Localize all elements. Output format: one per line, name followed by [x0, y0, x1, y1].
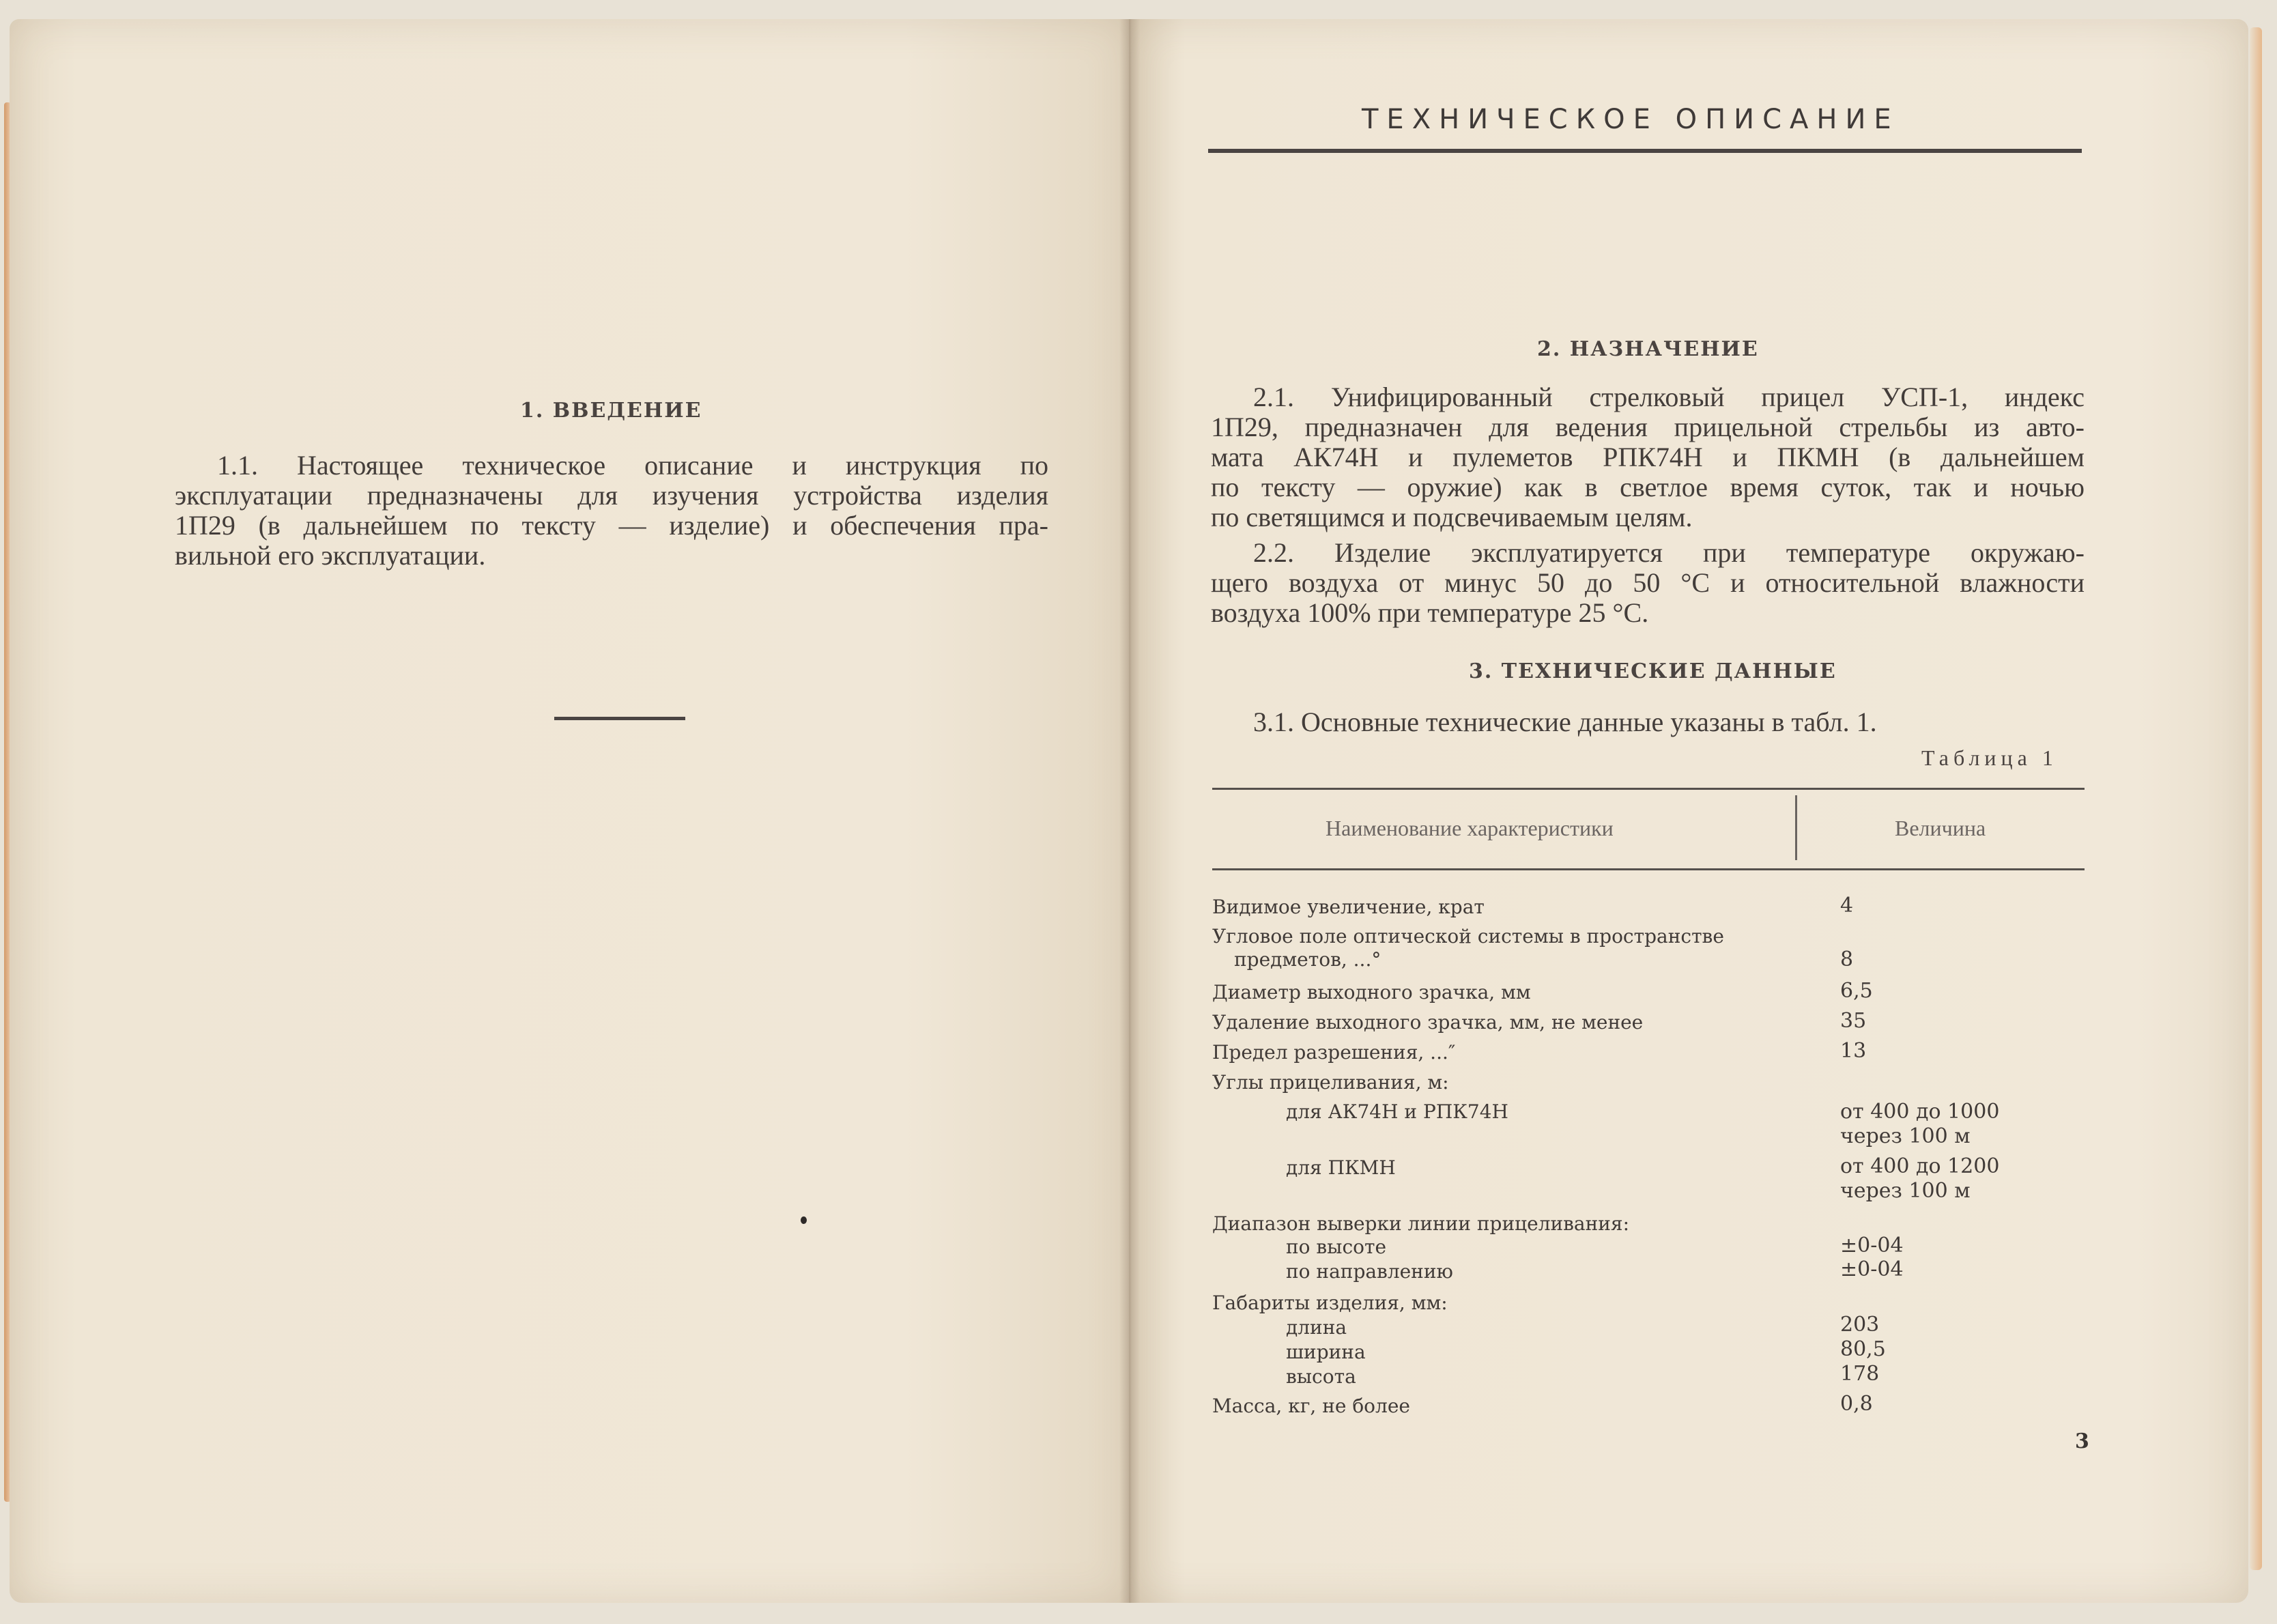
table-row-name: Видимое увеличение, крат — [1212, 896, 1485, 918]
table-row-name-continuation: предметов, ...° — [1234, 948, 1381, 971]
paragraph-line: 1П29, предназначен для ведения прицельной стрельбы из авто- — [1211, 412, 2085, 442]
table-row-value: ±0-04 — [1840, 1257, 1904, 1281]
section-title-introduction: 1. ВВЕДЕНИЕ — [520, 399, 702, 423]
table-row-name: для АК74Н и РПК74Н — [1286, 1100, 1508, 1123]
table-row-value: от 400 до 1200 — [1840, 1154, 2000, 1178]
cover-edge-right — [2250, 27, 2262, 1570]
table-row-value: от 400 до 1000 — [1840, 1100, 2000, 1124]
paragraph-2-1 — [1211, 382, 2085, 532]
running-head-rule — [1208, 149, 2082, 153]
spine-gutter — [1119, 19, 1140, 1603]
running-head: ТЕХНИЧЕСКОЕ ОПИСАНИЕ — [1362, 104, 1900, 135]
table-caption: Таблица 1 — [1921, 745, 2058, 770]
table-row-name: Углы прицеливания, м: — [1212, 1071, 1449, 1094]
table-row-name: Габариты изделия, мм: — [1212, 1292, 1448, 1314]
table-row-name: по высоте — [1286, 1236, 1387, 1258]
table-header-bottom-rule — [1212, 868, 2085, 870]
table-row-value: 8 — [1840, 948, 1854, 971]
paragraph-line: 1.1. Настоящее техническое описание и инструкция по — [217, 450, 1048, 481]
table-row-value: 13 — [1840, 1039, 1867, 1063]
table-row-value: 4 — [1840, 894, 1854, 917]
table-row-value: 35 — [1840, 1009, 1867, 1033]
table-header-separator — [1795, 795, 1797, 860]
paragraph-line: щего воздуха от минус 50 до 50 °С и относительной влажности — [1211, 567, 2085, 598]
section-title-technical-data: 3. ТЕХНИЧЕСКИЕ ДАННЫЕ — [1469, 659, 1837, 683]
table-row-name: по направлению — [1286, 1260, 1453, 1283]
table-row-name: Предел разрешения, ...″ — [1212, 1041, 1456, 1064]
table-row-value-continuation: через 100 м — [1840, 1124, 1971, 1148]
paragraph-line: 2.1. Унифицированный стрелковый прицел УСП-1, индекс — [1253, 382, 2085, 412]
table-row-value: 0,8 — [1840, 1392, 1873, 1416]
paragraph-line: по светящимся и подсвечиваемым целям. — [1211, 502, 1693, 532]
section-divider — [554, 717, 685, 720]
paper-speck — [801, 1216, 807, 1224]
table-row-name: ширина — [1286, 1341, 1366, 1363]
paragraph-line: по тексту — оружие) как в светлое время суток, так и ночью — [1211, 472, 2085, 502]
table-row-name: Диапазон выверки линии прицеливания: — [1212, 1212, 1630, 1235]
table-row-name: высота — [1286, 1365, 1356, 1388]
paragraph-2-2 — [1211, 538, 2085, 628]
table-row-value: ±0-04 — [1840, 1234, 1904, 1257]
paragraph-line: 2.2. Изделие эксплуатируется при температуре окружаю- — [1253, 537, 2085, 568]
left-page — [10, 19, 1129, 1603]
table-row-value: 203 — [1840, 1313, 1880, 1337]
paragraph-line: мата АК74Н и пулеметов РПК74Н и ПКМН (в дальнейшем — [1211, 442, 2085, 472]
table-header-name: Наименование характеристики — [1326, 816, 1614, 840]
page-number: 3 — [2075, 1429, 2089, 1453]
table-row-name: Удаление выходного зрачка, мм, не менее — [1212, 1011, 1644, 1034]
table-row-name: Масса, кг, не более — [1212, 1395, 1410, 1417]
table-row-value-continuation: через 100 м — [1840, 1179, 1971, 1203]
table-row-value: 80,5 — [1840, 1337, 1886, 1361]
table-row-name: Угловое поле оптической системы в пространстве — [1212, 925, 1724, 948]
table-row-value: 6,5 — [1840, 979, 1873, 1003]
paragraph-line: воздуха 100% при температуре 25 °С. — [1211, 597, 1649, 628]
table-row-name: длина — [1286, 1316, 1347, 1339]
table-row-name: для ПКМН — [1286, 1156, 1396, 1179]
paragraph-line: эксплуатации предназначены для изучения устройства изделия — [175, 480, 1048, 511]
table-row-value: 178 — [1840, 1362, 1880, 1386]
table-header-value: Величина — [1895, 816, 1986, 840]
paragraph-1-1 — [175, 451, 1048, 571]
paragraph-line: вильной его эксплуатации. — [175, 540, 486, 571]
paragraph-line: 3.1. Основные технические данные указаны в табл. 1. — [1253, 707, 1877, 737]
section-title-purpose: 2. НАЗНАЧЕНИЕ — [1537, 337, 1759, 361]
table-row-name: Диаметр выходного зрачка, мм — [1212, 981, 1531, 1003]
paragraph-line: 1П29 (в дальнейшем по тексту — изделие) и обеспечения пра- — [175, 510, 1048, 541]
table-top-rule — [1212, 788, 2085, 790]
paragraph-3-1 — [1253, 707, 2072, 737]
